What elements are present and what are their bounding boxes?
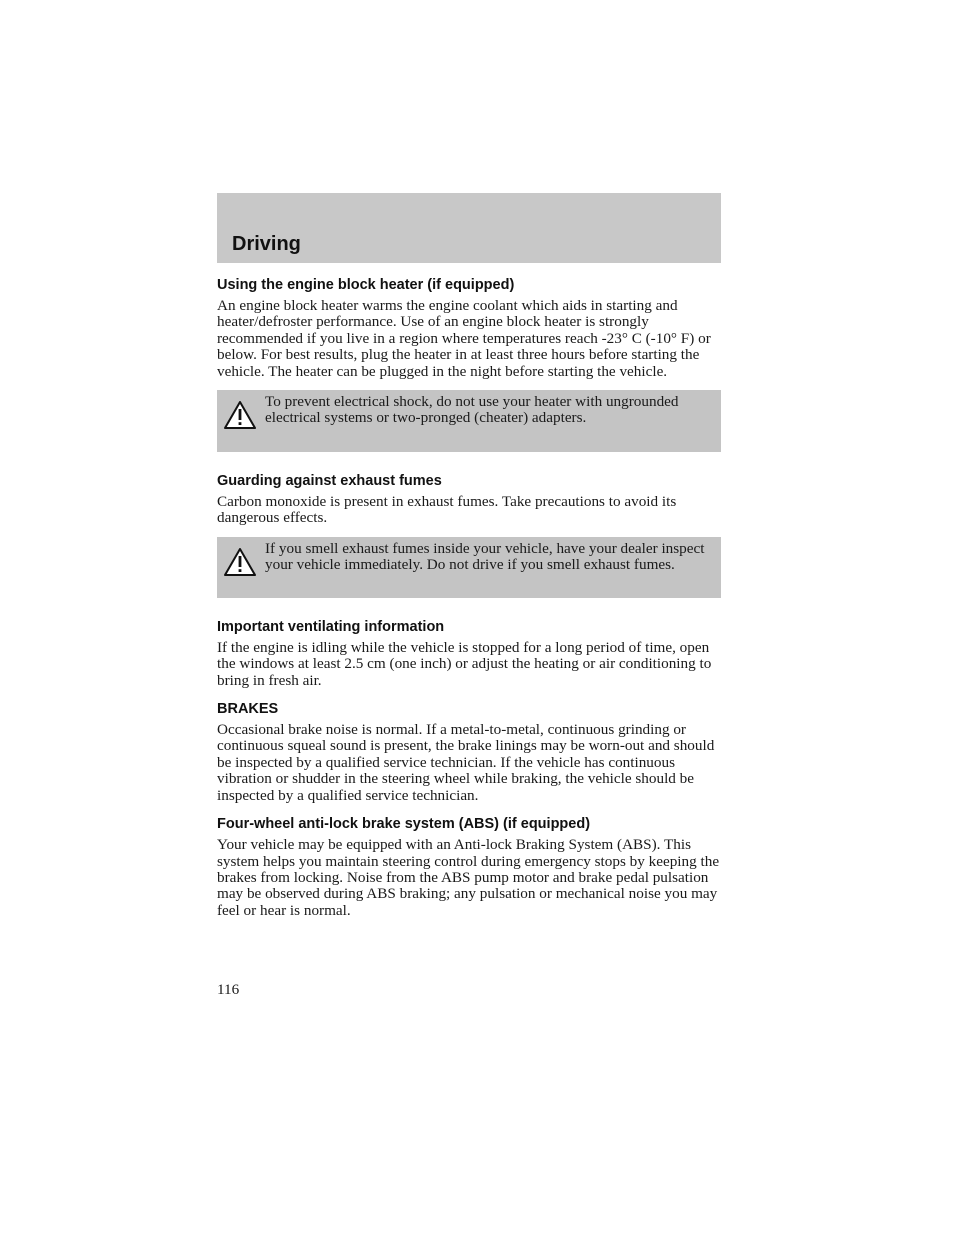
heading-exhaust-fumes: Guarding against exhaust fumes [217,473,442,490]
warning-box-electrical-shock [217,390,721,452]
paragraph-brakes: Occasional brake noise is normal. If a metal-to-metal, continuous grinding or continuous squeal sound is present, the brake linings may be worn-out and should be inspected by a qualified service technician. If the vehicle has continuous vibration or shudder in the steering wheel while braking, the vehicle should be inspected by a qualified service technician. [217,721,715,804]
heading-brakes: BRAKES [217,701,279,718]
warning-triangle-icon [223,547,257,577]
paragraph-exhaust-fumes: Carbon monoxide is present in exhaust fumes. Take precautions to avoid its dangerous effects. [217,493,677,527]
warning-text-electrical-shock: To prevent electrical shock, do not use your heater with ungrounded electrical systems or two-pronged (cheater) adapters. [265,393,679,427]
heading-engine-block-heater: Using the engine block heater (if equipped) [217,277,515,293]
section-header-band [217,193,721,263]
manual-page [217,193,721,919]
warning-box-exhaust-fumes [217,537,721,598]
section-title: Driving [232,233,301,255]
paragraph-ventilating-information: If the engine is idling while the vehicle is stopped for a long period of time, open the windows at least 2.5 cm (one inch) or adjust the heating or air conditioning to bring in fresh air. [217,638,712,689]
page-number: 116 [217,981,240,998]
warning-triangle-icon [223,400,257,430]
paragraph-engine-block-heater: An engine block heater warms the engine coolant which aids in starting and heater/defroster performance. Use of an engine block heater is strongly recommended if you live in a region where temperatures reach -23° C (-10° F) or below. For best results, plug the heater in at least three hours before starting the vehicle. The heater can be plugged in the night before starting the vehicle. [217,297,711,380]
heading-abs: Four-wheel anti-lock brake system (ABS) (if equipped) [217,816,591,833]
warning-text-exhaust-fumes: If you smell exhaust fumes inside your vehicle, have your dealer inspect your vehicle immediately. Do not drive if you smell exhaust fumes. [265,539,705,574]
paragraph-abs: Your vehicle may be equipped with an Anti-lock Braking System (ABS). This system helps you maintain steering control during emergency stops by keeping the brakes from locking. Noise from the ABS pump motor and brake pedal pulsation may be observed during ABS braking; any pulsation or mechanical noise you may feel or hear is normal. [217,836,720,919]
heading-ventilating-information: Important ventilating information [217,618,445,635]
